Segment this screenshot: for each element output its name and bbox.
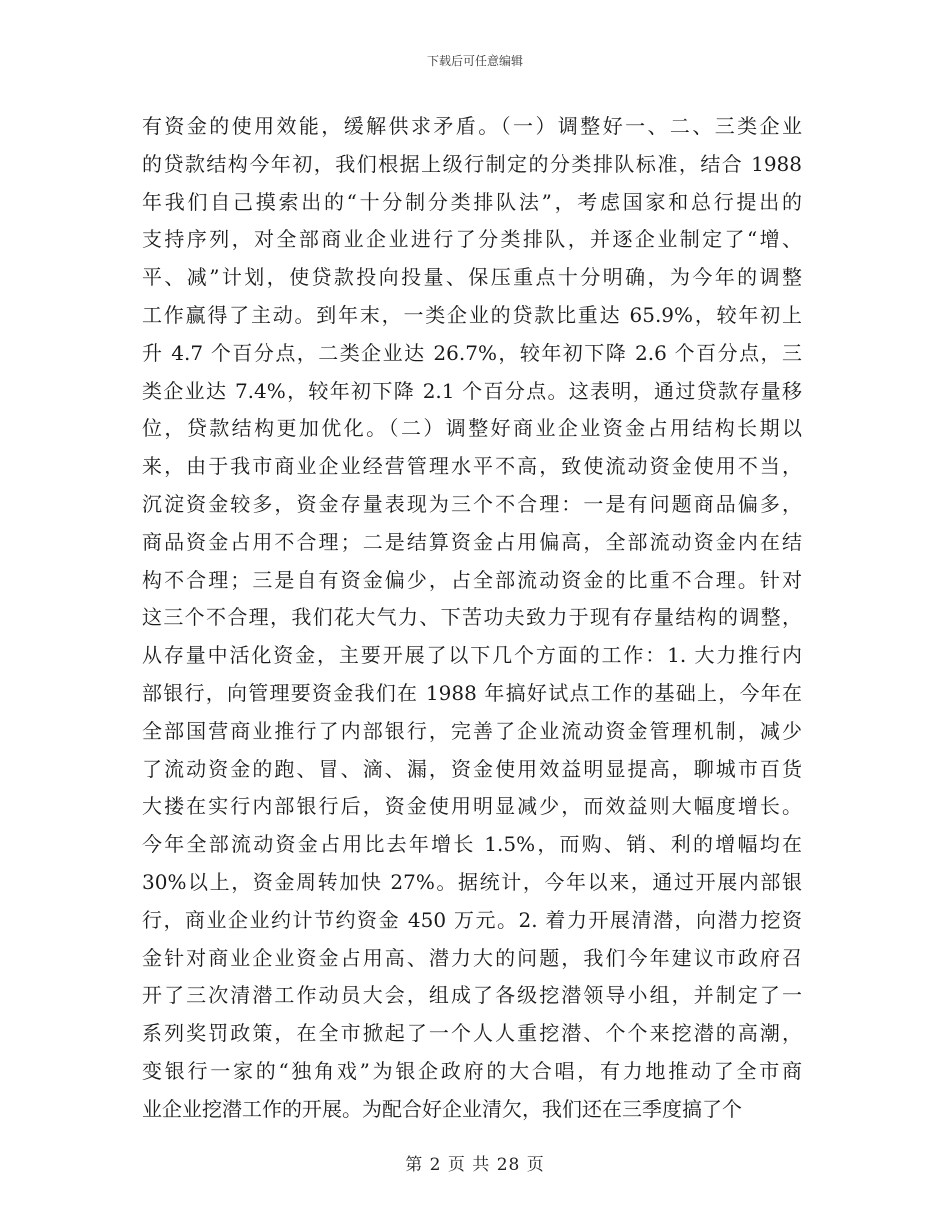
- text-line: 位，贷款结构更加优化。（二）调整好商业企业资金占用结构长期以: [142, 416, 802, 441]
- text-line: 了流动资金的跑、冒、滴、漏，资金使用效益明显提高，聊城市百货: [142, 756, 802, 781]
- body-text: [142, 108, 802, 1129]
- page-header: 下载后可任意编辑: [426, 54, 523, 68]
- text-line: 商品资金占用不合理；二是结算资金占用偏高，全部流动资金内在结: [142, 529, 802, 554]
- text-line: 类企业达 7.4%，较年初下降 2.1 个百分点。这表明，通过贷款存量移: [142, 378, 802, 403]
- text-line: 行，商业企业约计节约资金 450 万元。2. 着力开展清潜，向潜力挖资: [142, 907, 802, 932]
- text-line: 的贷款结构今年初，我们根据上级行制定的分类排队标准，结合 1988: [142, 151, 802, 176]
- text-line: 系列奖罚政策，在全市掀起了一个人人重挖潜、个个来挖潜的高潮，: [142, 1021, 802, 1046]
- text-line: 有资金的使用效能，缓解供求矛盾。（一）调整好一、二、三类企业: [142, 114, 802, 138]
- text-line: 年我们自己摸索出的“十分制分类排队法”，考虑国家和总行提出的: [142, 189, 802, 214]
- text-line: 升 4.7 个百分点，二类企业达 26.7%，较年初下降 2.6 个百分点，三: [142, 340, 802, 365]
- text-line: 全部国营商业推行了内部银行，完善了企业流动资金管理机制，减少: [142, 718, 802, 743]
- text-line: 部银行，向管理要资金我们在 1988 年搞好试点工作的基础上，今年在: [142, 680, 802, 705]
- text-line: 平、减”计划，使贷款投向投量、保压重点十分明确，为今年的调整: [142, 265, 802, 290]
- text-line: 构不合理；三是自有资金偏少，占全部流动资金的比重不合理。针对: [142, 567, 802, 592]
- text-line: 这三个不合理，我们花大气力、下苦功夫致力于现有存量结构的调整，: [142, 605, 802, 630]
- text-line: 工作赢得了主动。到年末，一类企业的贷款比重达 65.9%，较年初上: [142, 302, 802, 327]
- text-line: 来，由于我市商业企业经营管理水平不高，致使流动资金使用不当，: [142, 454, 802, 479]
- text-line: 支持序列，对全部商业企业进行了分类排队，并逐企业制定了“增、: [142, 227, 802, 252]
- text-line: 30%以上，资金周转加快 27%。据统计，今年以来，通过开展内部银: [142, 869, 802, 894]
- text-line: 金针对商业企业资金占用高、潜力大的问题，我们今年建议市政府召: [142, 945, 802, 970]
- text-line: 大搂在实行内部银行后，资金使用明显减少，而效益则大幅度增长。: [142, 794, 802, 819]
- text-line: 今年全部流动资金占用比去年增长 1.5%，而购、销、利的增幅均在: [142, 832, 802, 857]
- text-line: 从存量中活化资金，主要开展了以下几个方面的工作：1. 大力推行内: [142, 643, 802, 668]
- text-line: 业企业挖潜工作的开展。为配合好企业清欠，我们还在三季度搞了个: [142, 1096, 742, 1121]
- page-footer: 第 2 页 共 28 页: [405, 1155, 545, 1175]
- text-line: 沉淀资金较多，资金存量表现为三个不合理：一是有问题商品偏多，: [142, 491, 802, 516]
- text-line: 变银行一家的“独角戏”为银企政府的大合唱，有力地推动了全市商: [142, 1058, 802, 1083]
- text-line: 开了三次清潜工作动员大会，组成了各级挖潜领导小组，并制定了一: [142, 983, 802, 1008]
